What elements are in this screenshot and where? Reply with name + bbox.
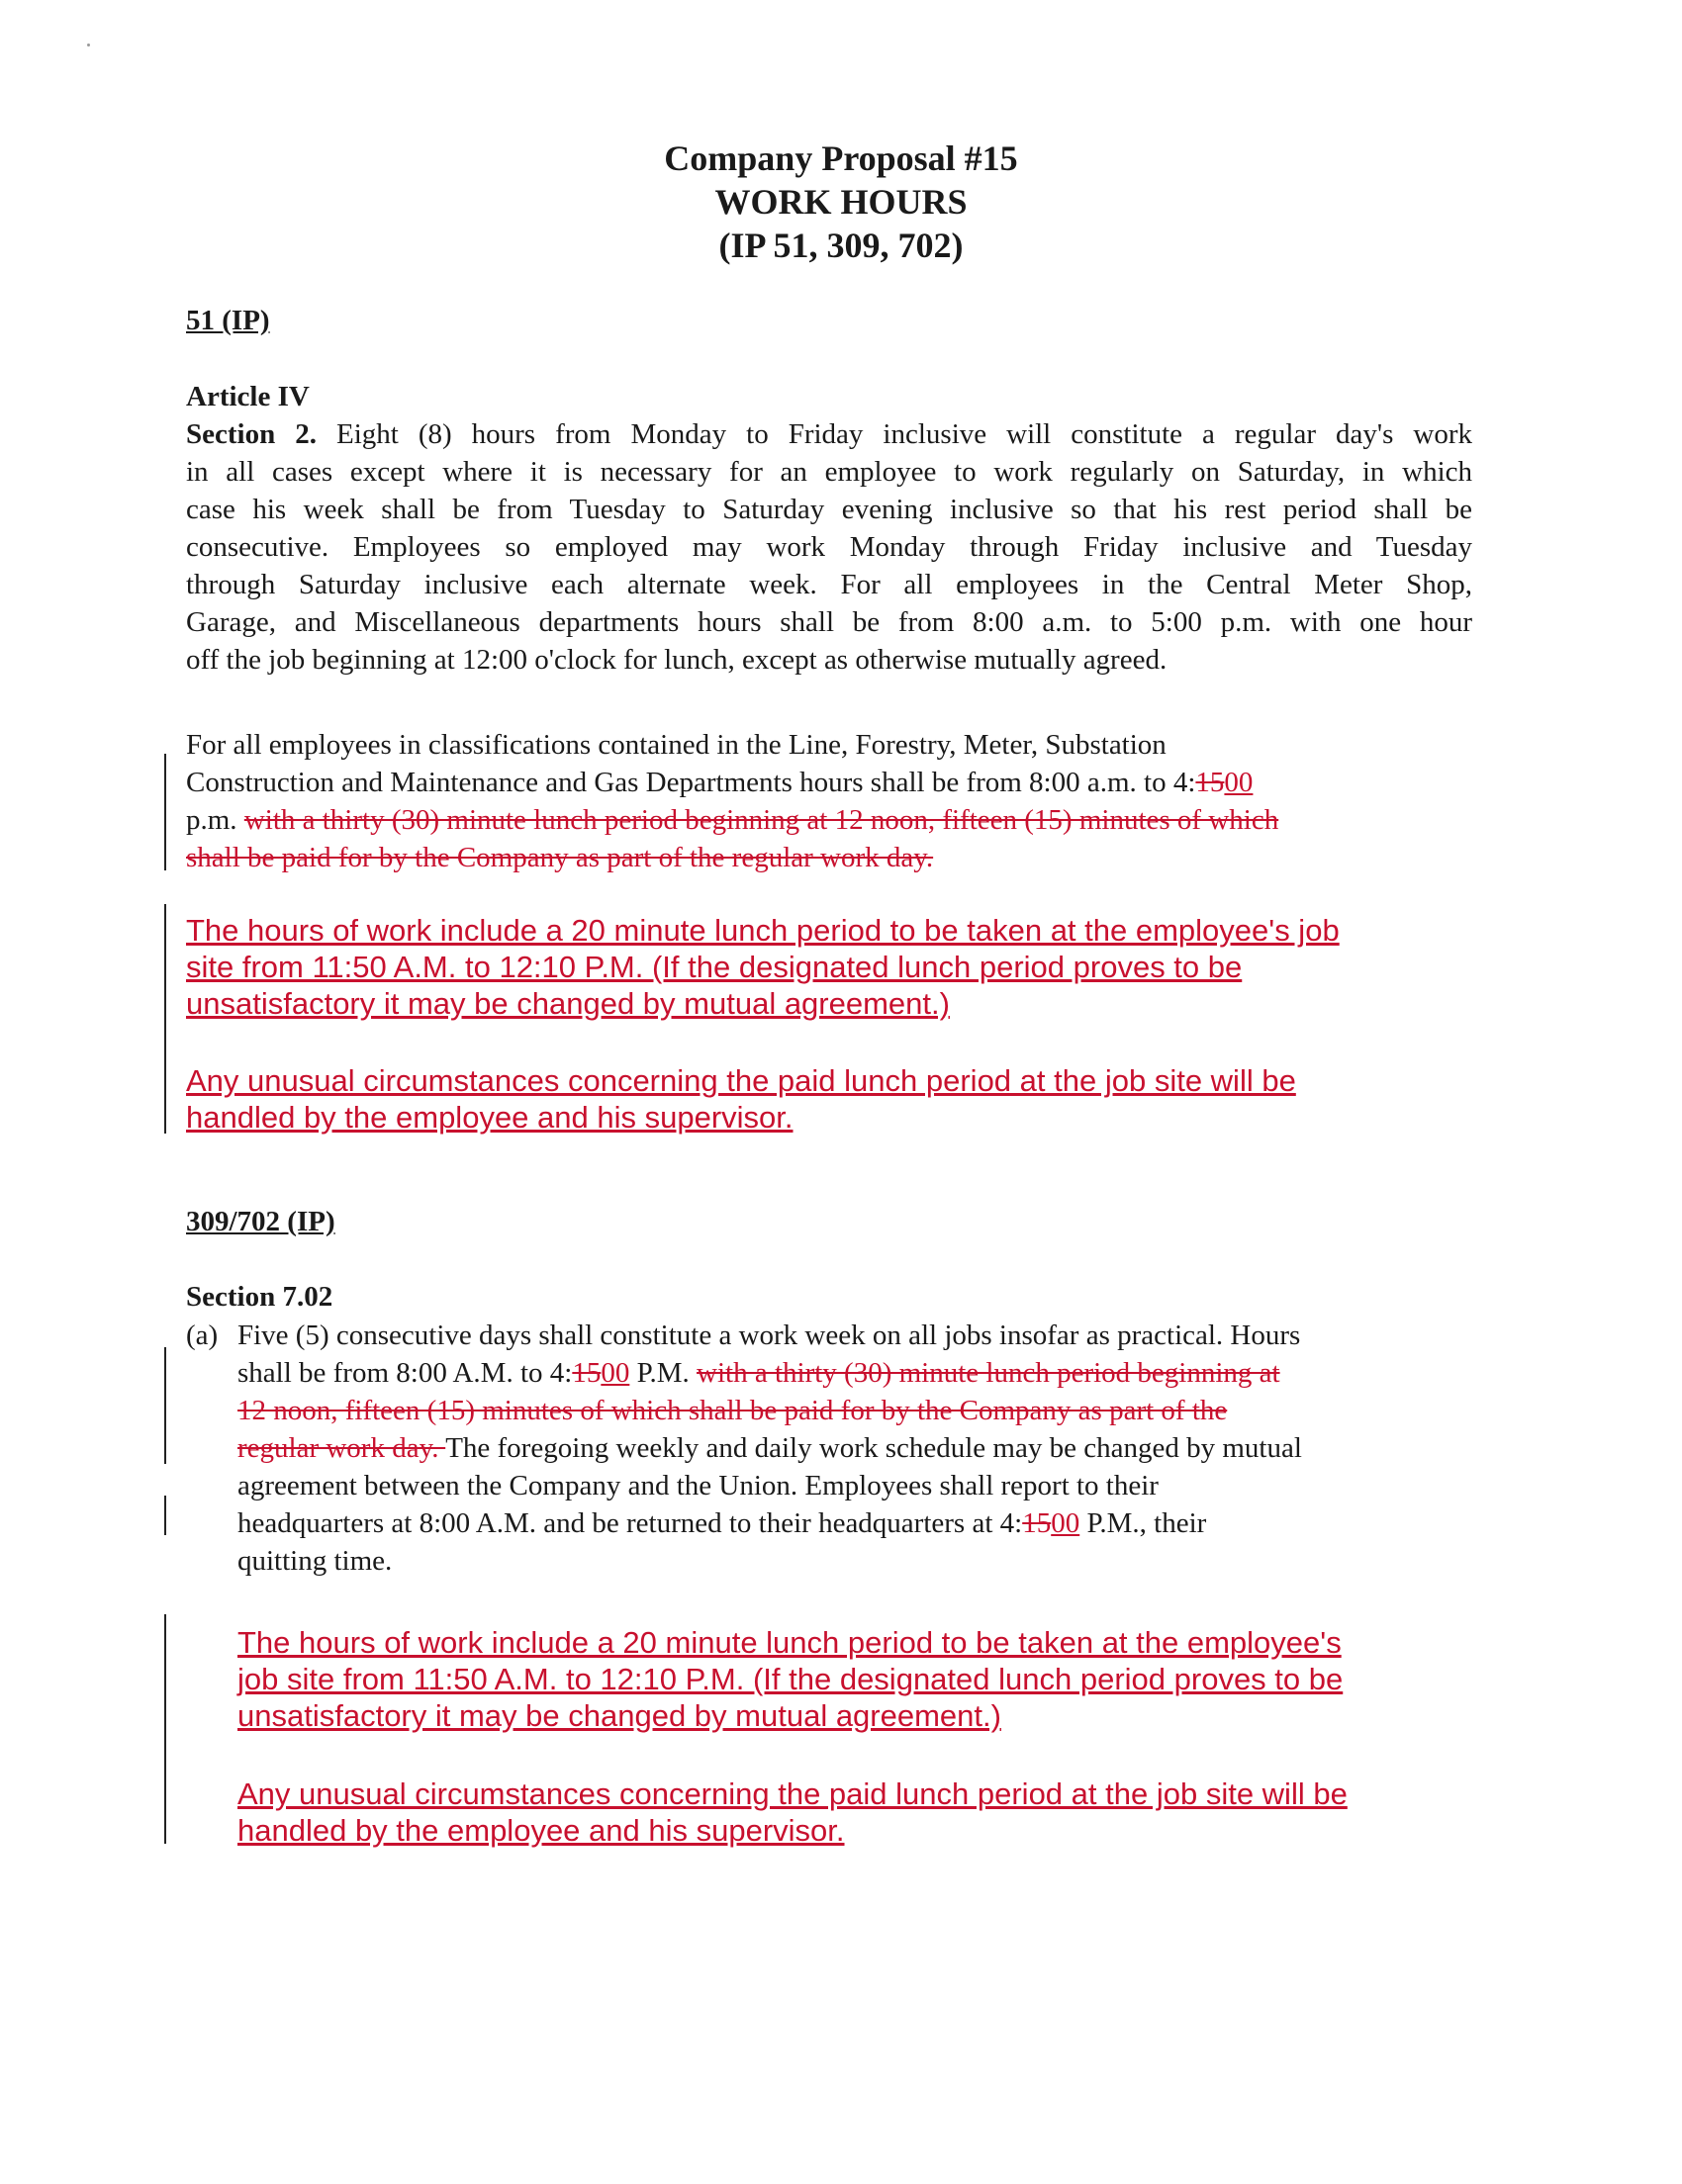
paragraph-line: Five (5) consecutive days shall constitute a work week on all jobs insofar as practical. Hours (237, 1320, 1301, 1351)
inserted-circumstances-paragraph-51: Any unusual circumstances concerning the paid lunch period at the job site will be handled by the employee and his supervisor. (186, 1063, 1296, 1135)
deleted-text: regular work day. (237, 1432, 446, 1464)
paragraph-line (186, 839, 1472, 876)
item-a-marker: (a) (186, 1320, 219, 1351)
paragraph-line: p.m. with a thirty (30) minute lunch period beginning at 12 noon, fifteen (15) minutes of which (186, 804, 1279, 836)
paragraph-line: Section 2. Eight (8) hours from Monday to Friday inclusive will constitute a regular day's work (186, 418, 1472, 450)
paragraph-line: regular work day. The foregoing weekly and daily work schedule may be changed by mutual (237, 1432, 1302, 1464)
inserted-text: 00 (1051, 1507, 1080, 1539)
paragraph-line: agreement between the Company and the Union. Employees shall report to their (237, 1470, 1159, 1502)
inserted-lunch-paragraph-51: The hours of work include a 20 minute lunch period to be taken at the employee's job site from 11:50 A.M. to 12:10 P.M. (If the designated lunch period proves to be unsatisfactory it may be changed by mutual agreement.) (186, 913, 1340, 1021)
paragraph-line: headquarters at 8:00 A.M. and be returned to their headquarters at 4:1500 P.M., their (237, 1507, 1207, 1539)
section-2-paragraph (186, 415, 1472, 679)
proposal-title: Company Proposal #15 (664, 138, 1018, 178)
paragraph-line: Construction and Maintenance and Gas Departments hours shall be from 8:00 a.m. to 4:1500 (186, 767, 1254, 798)
section-309-label: 309/702 (IP) (186, 1206, 335, 1237)
paragraph-line: Garage, and Miscellaneous departments hours shall be from 8:00 a.m. to 5:00 p.m. with one hour (186, 606, 1472, 638)
inserted-text: 00 (1224, 767, 1254, 798)
document-title-block (0, 136, 1682, 267)
change-bar (164, 1347, 166, 1464)
section-702-heading: Section 7.02 (186, 1281, 333, 1313)
proposal-subtitle: WORK HOURS (714, 182, 968, 222)
paragraph-line (237, 1392, 1479, 1429)
deleted-text: 15 (1195, 767, 1225, 798)
paragraph-line: case his week shall be from Tuesday to Saturday evening inclusive so that his rest period shall be (186, 494, 1472, 525)
change-bar (164, 904, 166, 1134)
deleted-text: shall be paid for by the Company as part of the regular work day. (186, 842, 934, 873)
change-bar (164, 1614, 166, 1844)
section-2-label: Section 2. (186, 418, 317, 450)
deleted-text: 12 noon, fifteen (15) minutes of which shall be paid for by the Company as part of the (237, 1395, 1228, 1426)
paragraph-line: off the job beginning at 12:00 o'clock for lunch, except as otherwise mutually agreed. (186, 644, 1168, 676)
deleted-text: 15 (1022, 1507, 1052, 1539)
paragraph-line: For all employees in classifications contained in the Line, Forestry, Meter, Substation (186, 729, 1167, 761)
change-bar (164, 754, 166, 870)
deleted-text: with a thirty (30) minute lunch period beginning at (697, 1357, 1280, 1389)
scan-speck (87, 44, 90, 46)
section-7-02-paragraph (237, 1317, 1479, 1580)
deleted-text: 15 (572, 1357, 602, 1389)
paragraph-line: in all cases except where it is necessary for an employee to work regularly on Saturday, in which (186, 456, 1472, 488)
paragraph-line: quitting time. (237, 1545, 393, 1577)
inserted-circumstances-paragraph-309: Any unusual circumstances concerning the paid lunch period at the job site will be handled by the employee and his supervisor. (237, 1776, 1348, 1848)
inserted-lunch-paragraph-309: The hours of work include a 20 minute lunch period to be taken at the employee's job site from 11:50 A.M. to 12:10 P.M. (If the designated lunch period proves to be unsatisfactory it may be changed by mutual agreement.) (237, 1625, 1344, 1733)
deleted-text: with a thirty (30) minute lunch period beginning at 12 noon, fifteen (15) minutes of which (243, 804, 1279, 836)
section-51-label: 51 (IP) (186, 305, 270, 336)
paragraph-line: consecutive. Employees so employed may work Monday through Friday inclusive and Tuesday (186, 531, 1472, 563)
line-departments-paragraph (186, 726, 1472, 876)
paragraph-line: shall be from 8:00 A.M. to 4:1500 P.M. with a thirty (30) minute lunch period beginning at (237, 1357, 1280, 1389)
article-heading: Article IV (186, 381, 310, 412)
change-bar (164, 1496, 166, 1535)
ip-references: (IP 51, 309, 702) (718, 226, 964, 265)
paragraph-line: through Saturday inclusive each alternate week. For all employees in the Central Meter Shop, (186, 569, 1472, 600)
inserted-text: 00 (601, 1357, 630, 1389)
